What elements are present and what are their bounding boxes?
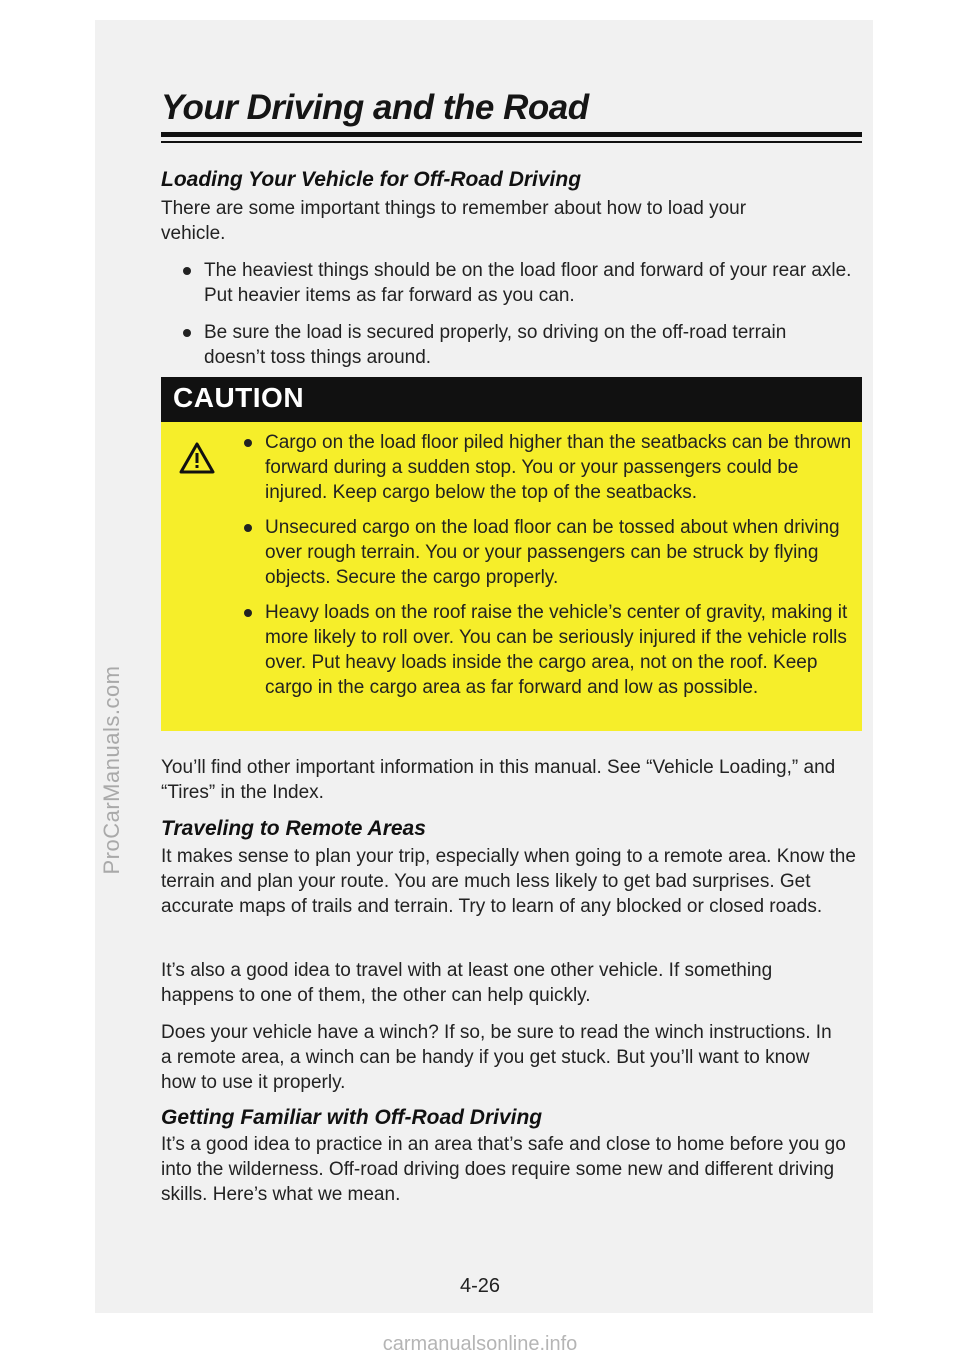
loading-bullets xyxy=(182,258,862,370)
remote-paragraph-1: It makes sense to plan your trip, especially when going to a remote area. Know the terrain and plan your route. You are much less likely to get bad surprises. Get accurate maps of trails and terrain. Try to learn of any blocked or closed roads. xyxy=(161,846,856,917)
page-number: 4-26 xyxy=(459,1275,501,1297)
title-rule-thick xyxy=(161,132,862,137)
remote-heading: Traveling to Remote Areas xyxy=(161,817,426,840)
caution-body xyxy=(161,422,862,731)
warning-triangle-icon xyxy=(179,442,215,474)
caution-box xyxy=(161,377,862,731)
watermark-text: ProCarManuals.com xyxy=(99,665,124,875)
title-rule-thin xyxy=(161,141,862,143)
list-item: Cargo on the load floor piled higher than the seatbacks can be thrown forward during a sudden stop. You or your passengers could be injured. Keep cargo below the top of the seatbacks. xyxy=(243,430,853,505)
remote-paragraph-3: Does your vehicle have a winch? If so, be sure to read the winch instructions. In a remote area, a winch can be handy if you get stuck. But you’ll want to know how to use it properly. xyxy=(161,1022,832,1093)
caution-header xyxy=(161,377,862,422)
loading-heading: Loading Your Vehicle for Off-Road Driving xyxy=(161,168,582,191)
familiar-heading: Getting Familiar with Off-Road Driving xyxy=(161,1106,543,1129)
chapter-title: Your Driving and the Road xyxy=(161,88,589,127)
list-item: Unsecured cargo on the load floor can be tossed about when driving over rough terrain. You or your passengers can be struck by flying objects. Secure the cargo properly. xyxy=(243,515,853,590)
see-also-paragraph: You’ll find other important information in this manual. See “Vehicle Loading,” and “Tires” in the Index. xyxy=(161,757,836,803)
caution-label: CAUTION xyxy=(173,382,305,413)
familiar-paragraph: It’s a good idea to practice in an area that’s safe and close to home before you go into the wilderness. Off-road driving does require some new and different driving skills. Here’s what we mean. xyxy=(161,1134,846,1205)
footer-url[interactable]: carmanualsonline.info xyxy=(382,1333,578,1355)
caution-bullets xyxy=(243,430,853,710)
list-item: Heavy loads on the roof raise the vehicle’s center of gravity, making it more likely to roll over. You can be seriously injured if the vehicle rolls over. Put heavy loads inside the cargo area, not on the roof. Keep cargo in the cargo area as far forward and low as possible. xyxy=(243,600,853,700)
loading-intro: There are some important things to remember about how to load your vehicle. xyxy=(161,198,747,244)
list-item: The heaviest things should be on the load floor and forward of your rear axle. Put heavier items as far forward as you can. xyxy=(182,258,862,308)
list-item: Be sure the load is secured properly, so driving on the off-road terrain doesn’t toss things around. xyxy=(182,320,844,370)
remote-paragraph-2: It’s also a good idea to travel with at least one other vehicle. If something happens to one of them, the other can help quickly. xyxy=(161,960,773,1006)
